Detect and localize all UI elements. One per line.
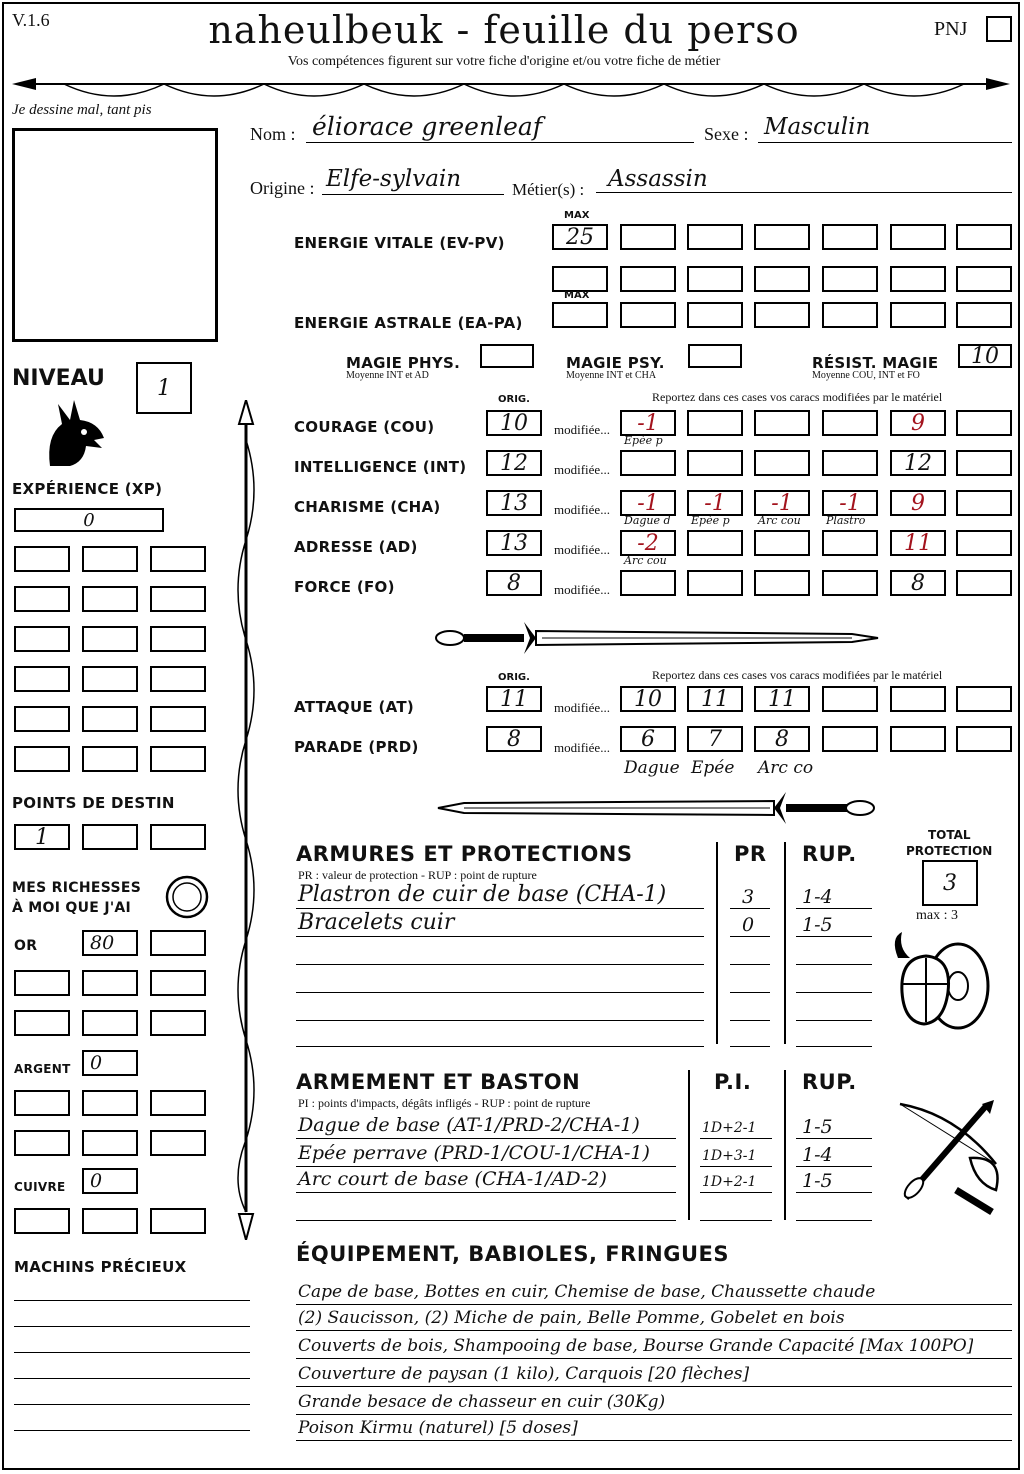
cuivre-box[interactable]	[82, 1208, 138, 1234]
carac-mod-box[interactable]	[687, 530, 743, 556]
ev-label: ENERGIE VITALE (EV-PV)	[294, 234, 505, 252]
armure-rup-line	[796, 1046, 872, 1047]
or-box[interactable]	[150, 930, 206, 956]
ev-box[interactable]	[890, 266, 946, 292]
carac-mod-note: Epée p	[691, 514, 730, 527]
armure-line	[296, 964, 704, 965]
at-mod-box[interactable]: 10	[620, 686, 676, 712]
helmet-shield-icon	[888, 928, 994, 1038]
caracs-orig-label: ORIG.	[498, 394, 530, 405]
origine-label: Origine :	[250, 178, 315, 198]
carac-label: COURAGE (COU)	[294, 418, 435, 436]
argent-box[interactable]	[14, 1090, 70, 1116]
or-box[interactable]	[82, 930, 138, 956]
total-protection-label-2: PROTECTION	[906, 844, 993, 858]
carac-mod-note: Dague d	[624, 514, 671, 527]
ea-box[interactable]	[890, 302, 946, 328]
nom-value[interactable]: éliorace greenleaf	[312, 112, 543, 141]
destin-box[interactable]	[82, 824, 138, 850]
armure-line	[296, 908, 704, 909]
carac-modifie-label: modifiée...	[554, 542, 610, 557]
or-box[interactable]	[150, 1010, 206, 1036]
armure-name[interactable]: Plastron de cuir de base (CHA-1)	[298, 882, 667, 907]
carac-mod-box[interactable]: -1	[754, 490, 810, 516]
xp-grid-box[interactable]	[14, 666, 70, 692]
xp-grid-box[interactable]	[150, 666, 206, 692]
metier-value[interactable]: Assassin	[608, 166, 708, 192]
armure-rup-line	[796, 964, 872, 965]
machins-line	[14, 1404, 250, 1405]
carac-mod-box[interactable]	[687, 570, 743, 596]
ev-max-label: MAX	[564, 210, 590, 221]
machins-line	[14, 1352, 250, 1353]
ev-box[interactable]	[620, 224, 676, 250]
carac-mod-box[interactable]	[620, 450, 676, 476]
sword-icon	[434, 786, 880, 830]
metier-line	[596, 192, 1012, 193]
argent-label: ARGENT	[14, 1062, 71, 1076]
carac-mod-box[interactable]: 9	[890, 410, 946, 436]
sword-icon	[432, 616, 882, 660]
armure-pr-line	[730, 992, 770, 993]
carac-mod-box[interactable]: 8	[890, 570, 946, 596]
argent-box[interactable]	[82, 1090, 138, 1116]
xp-box[interactable]: 0	[14, 508, 164, 532]
armement-line	[296, 1192, 676, 1193]
machins-line	[14, 1300, 250, 1301]
argent-box[interactable]	[150, 1130, 206, 1156]
at-mod-box[interactable]: 11	[687, 686, 743, 712]
version-label: V.1.6	[12, 10, 50, 30]
richesses-label-1: MES RICHESSES	[12, 880, 142, 896]
ev-box[interactable]	[754, 224, 810, 250]
armure-pr[interactable]: 3	[742, 886, 755, 908]
or-box[interactable]	[82, 1010, 138, 1036]
armure-pr-line	[730, 1020, 770, 1021]
armures-pr-label: PR	[734, 842, 767, 866]
armement-name[interactable]: Dague de base (AT-1/PRD-2/CHA-1)	[298, 1114, 640, 1136]
pnj-label: PNJ	[934, 18, 968, 40]
total-protection-max: max : 3	[916, 908, 958, 923]
weapon-name: Dague	[624, 758, 680, 778]
equipement-line	[296, 1440, 1012, 1441]
armement-pi-line	[700, 1166, 772, 1167]
armement-title: ARMEMENT ET BASTON	[296, 1070, 581, 1094]
carac-modifie-label: modifiée...	[554, 582, 610, 597]
ea-box[interactable]	[620, 302, 676, 328]
sheet-title: naheulbeuk - feuille du perso	[208, 8, 800, 52]
equipement-item[interactable]: (2) Saucisson, (2) Miche de pain, Belle Pomme, Gobelet en bois	[298, 1308, 845, 1328]
xp-grid-box[interactable]	[14, 746, 70, 772]
prd-label: PARADE (PRD)	[294, 738, 419, 756]
carac-mod-box[interactable]: -1	[620, 410, 676, 436]
dragon-icon	[40, 396, 112, 470]
carac-mod-box[interactable]	[620, 570, 676, 596]
portrait-box[interactable]	[12, 128, 218, 342]
at-label: ATTAQUE (AT)	[294, 698, 415, 716]
carac-mod-box[interactable]	[822, 410, 878, 436]
ea-max-box[interactable]	[552, 302, 608, 328]
or-label: OR	[14, 938, 38, 954]
resist-magie-box[interactable]: 10	[958, 344, 1012, 368]
armure-pr-line	[730, 936, 770, 937]
weapon-name: Epée	[691, 758, 735, 778]
armure-line	[296, 992, 704, 993]
at-modifie-label: modifiée...	[554, 700, 610, 715]
carac-label: INTELLIGENCE (INT)	[294, 458, 467, 476]
prd-mod-box[interactable]	[890, 726, 946, 752]
ev-box[interactable]	[890, 224, 946, 250]
cuivre-box[interactable]	[14, 1208, 70, 1234]
armement-line	[296, 1166, 676, 1167]
carac-modifie-label: modifiée...	[554, 502, 610, 517]
metier-label: Métier(s) :	[512, 180, 585, 199]
argent-box[interactable]	[14, 1130, 70, 1156]
at-mod-box[interactable]	[822, 686, 878, 712]
carac-mod-box[interactable]: -2	[620, 530, 676, 556]
xp-grid-box[interactable]	[150, 746, 206, 772]
prd-mod-box[interactable]: 8	[754, 726, 810, 752]
carac-mod-box[interactable]	[956, 530, 1012, 556]
armement-rup-line	[796, 1138, 872, 1139]
armure-rup-line	[796, 992, 872, 993]
xp-grid-box[interactable]	[14, 706, 70, 732]
xp-grid-box[interactable]	[14, 586, 70, 612]
origine-line	[322, 194, 504, 195]
ev-box[interactable]	[956, 266, 1012, 292]
total-protection-label-1: TOTAL	[928, 828, 971, 842]
equipement-line	[296, 1330, 1012, 1331]
or-value: 80	[90, 932, 115, 954]
origine-value[interactable]: Elfe-sylvain	[326, 166, 462, 192]
weapon-name: Arc co	[758, 758, 814, 778]
armement-name[interactable]: Epée perrave (PRD-1/COU-1/CHA-1)	[298, 1142, 650, 1164]
argent-box[interactable]	[82, 1130, 138, 1156]
argent-box[interactable]	[150, 1090, 206, 1116]
armement-rup[interactable]: 1-5	[802, 1170, 833, 1192]
machins-line	[14, 1326, 250, 1327]
portrait-label: Je dessine mal, tant pis	[12, 102, 152, 118]
xp-grid-box[interactable]	[82, 626, 138, 652]
xp-grid-box[interactable]	[82, 586, 138, 612]
ea-max-label: MAX	[564, 290, 590, 301]
armure-line	[296, 1020, 704, 1021]
armement-pi-label: P.I.	[714, 1070, 752, 1094]
xp-grid-box[interactable]	[150, 546, 206, 572]
cuivre-label: CUIVRE	[14, 1180, 66, 1194]
ea-label: ENERGIE ASTRALE (EA-PA)	[294, 314, 523, 332]
prd-modifie-label: modifiée...	[554, 740, 610, 755]
equipement-item[interactable]: Grande besace de chasseur en cuir (30Kg)	[298, 1392, 666, 1412]
cuivre-box[interactable]	[150, 1208, 206, 1234]
carac-mod-box[interactable]	[754, 450, 810, 476]
armure-pr[interactable]: 0	[742, 914, 755, 936]
or-box[interactable]	[82, 970, 138, 996]
xp-grid-box[interactable]	[150, 626, 206, 652]
armure-rup-line	[796, 908, 872, 909]
ev-max-box[interactable]: 25	[552, 224, 608, 250]
carac-orig-box[interactable]: 8	[486, 570, 542, 596]
carac-mod-box[interactable]: -1	[687, 490, 743, 516]
ea-box[interactable]	[822, 302, 878, 328]
armement-pi-line	[700, 1220, 772, 1221]
machins-line	[14, 1430, 250, 1431]
armure-rup-line	[796, 1020, 872, 1021]
or-box[interactable]	[150, 970, 206, 996]
niveau-label: NIVEAU	[12, 366, 105, 391]
or-box[interactable]	[14, 970, 70, 996]
ev-box[interactable]	[687, 224, 743, 250]
armement-rup-label: RUP.	[802, 1070, 857, 1094]
armure-name[interactable]: Bracelets cuir	[298, 910, 455, 935]
ev-box[interactable]	[754, 266, 810, 292]
armure-rup[interactable]: 1-4	[802, 886, 833, 908]
magie-psy-box[interactable]	[688, 344, 742, 368]
armures-divider	[784, 842, 786, 1044]
xp-label: EXPÉRIENCE (XP)	[12, 480, 163, 498]
carac-mod-box[interactable]	[687, 410, 743, 436]
equipement-title: ÉQUIPEMENT, BABIOLES, FRINGUES	[296, 1242, 729, 1266]
caracs-report-note: Reportez dans ces cases vos caracs modifiées par le matériel	[652, 390, 943, 404]
armures-title: ARMURES ET PROTECTIONS	[296, 842, 633, 866]
armement-line	[296, 1220, 676, 1221]
spear-divider-vertical	[226, 400, 266, 1240]
niveau-box[interactable]: 1	[136, 362, 192, 414]
ev-box[interactable]	[822, 266, 878, 292]
carac-mod-box[interactable]: -1	[822, 490, 878, 516]
magie-phys-label: MAGIE PHYS.	[346, 354, 461, 372]
destin-label: POINTS DE DESTIN	[12, 794, 175, 812]
armure-line	[296, 1046, 704, 1047]
carac-mod-box[interactable]: 11	[890, 530, 946, 556]
sheet-subtitle: Vos compétences figurent sur votre fiche d'origine et/ou votre fiche de métier	[287, 54, 721, 69]
armement-pi-line	[700, 1192, 772, 1193]
sexe-label: Sexe :	[704, 124, 749, 144]
prd-orig-box[interactable]: 8	[486, 726, 542, 752]
at-orig-box[interactable]: 11	[486, 686, 542, 712]
xp-grid-box[interactable]	[150, 586, 206, 612]
carac-mod-box[interactable]	[822, 530, 878, 556]
equipement-item[interactable]: Cape de base, Bottes en cuir, Chemise de base, Chaussette chaude	[298, 1282, 876, 1302]
carac-mod-box[interactable]: 12	[890, 450, 946, 476]
nom-line	[306, 142, 694, 143]
character-sheet	[2, 2, 1020, 1470]
carac-mod-note: Arc cou	[758, 514, 801, 527]
carac-mod-box[interactable]: 9	[890, 490, 946, 516]
carac-mod-box[interactable]	[822, 450, 878, 476]
carac-mod-box[interactable]	[956, 410, 1012, 436]
cuivre-box[interactable]	[82, 1168, 138, 1194]
armure-pr-line	[730, 908, 770, 909]
carac-modifie-label: modifiée...	[554, 462, 610, 477]
equipement-item[interactable]: Poison Kirmu (naturel) [5 doses]	[298, 1418, 578, 1438]
carac-orig-box[interactable]: 12	[486, 450, 542, 476]
equipement-line	[296, 1386, 1012, 1387]
carac-label: CHARISME (CHA)	[294, 498, 441, 516]
armures-rup-label: RUP.	[802, 842, 857, 866]
armement-pi-line	[700, 1138, 772, 1139]
armement-divider	[784, 1070, 786, 1220]
ea-box[interactable]	[754, 302, 810, 328]
nom-label: Nom :	[250, 124, 296, 144]
resist-magie-label: RÉSIST. MAGIE	[812, 354, 939, 372]
carac-mod-box[interactable]	[956, 490, 1012, 516]
ev-box[interactable]	[822, 224, 878, 250]
magie-phys-note: Moyenne INT et AD	[346, 370, 429, 381]
prd-mod-box[interactable]: 7	[687, 726, 743, 752]
armement-pi[interactable]: 1D+2-1	[702, 1174, 757, 1190]
carac-orig-box[interactable]: 13	[486, 530, 542, 556]
armure-pr-line	[730, 1046, 770, 1047]
armures-divider	[716, 842, 718, 1044]
armure-pr-line	[730, 964, 770, 965]
armure-line	[296, 936, 704, 937]
ev-box[interactable]	[956, 224, 1012, 250]
machins-line	[14, 1378, 250, 1379]
armure-rup[interactable]: 1-5	[802, 914, 833, 936]
carac-modifie-label: modifiée...	[554, 422, 610, 437]
at-mod-box[interactable]	[956, 686, 1012, 712]
ea-box[interactable]	[956, 302, 1012, 328]
carac-orig-box[interactable]: 10	[486, 410, 542, 436]
sexe-value[interactable]: Masculin	[764, 114, 871, 140]
resist-magie-note: Moyenne COU, INT et FO	[812, 370, 920, 381]
crossed-weapons-icon	[886, 1094, 1012, 1220]
combat-report-note: Reportez dans ces cases vos caracs modifiées par le matériel	[652, 668, 943, 682]
destin-box[interactable]	[150, 824, 206, 850]
prd-mod-box[interactable]	[822, 726, 878, 752]
armement-rup[interactable]: 1-4	[802, 1144, 833, 1166]
xp-grid-box[interactable]	[150, 706, 206, 732]
carac-mod-box[interactable]	[687, 450, 743, 476]
combat-orig-label: ORIG.	[498, 672, 530, 683]
equipement-line	[296, 1414, 1012, 1415]
equipement-line	[296, 1358, 1012, 1359]
argent-value: 0	[90, 1052, 103, 1074]
magie-psy-note: Moyenne INT et CHA	[566, 370, 657, 381]
pnj-checkbox[interactable]	[986, 16, 1012, 42]
carac-mod-box[interactable]: -1	[620, 490, 676, 516]
carac-mod-note: Epée p	[624, 434, 663, 447]
xp-grid-box[interactable]	[82, 746, 138, 772]
prd-mod-box[interactable]	[956, 726, 1012, 752]
xp-grid-box[interactable]	[82, 706, 138, 732]
xp-grid-box[interactable]	[14, 626, 70, 652]
carac-label: FORCE (FO)	[294, 578, 395, 596]
armement-rup-line	[796, 1192, 872, 1193]
destin-box[interactable]: 1	[14, 824, 70, 850]
magie-phys-box[interactable]	[480, 344, 534, 368]
equipement-item[interactable]: Couverture de paysan (1 kilo), Carquois [20 flèches]	[298, 1364, 750, 1384]
argent-box[interactable]	[82, 1050, 138, 1076]
ev-box[interactable]	[620, 266, 676, 292]
xp-grid-box[interactable]	[14, 546, 70, 572]
machins-label: MACHINS PRÉCIEUX	[14, 1258, 187, 1276]
prd-mod-box[interactable]: 6	[620, 726, 676, 752]
armement-rup[interactable]: 1-5	[802, 1116, 833, 1138]
cuivre-value: 0	[90, 1170, 103, 1192]
armement-note: PI : points d'impacts, dégâts infligés - RUP : point de rupture	[298, 1096, 591, 1110]
xp-grid-box[interactable]	[82, 546, 138, 572]
armures-note: PR : valeur de protection - RUP : point de rupture	[298, 868, 537, 882]
armement-name[interactable]: Arc court de base (CHA-1/AD-2)	[298, 1168, 607, 1190]
xp-grid-box[interactable]	[82, 666, 138, 692]
armement-rup-line	[796, 1220, 872, 1221]
carac-mod-box[interactable]	[956, 570, 1012, 596]
magie-psy-label: MAGIE PSY.	[566, 354, 665, 372]
at-mod-box[interactable]: 11	[754, 686, 810, 712]
carac-orig-box[interactable]: 13	[486, 490, 542, 516]
carac-mod-box[interactable]	[754, 410, 810, 436]
total-protection-box[interactable]: 3	[922, 860, 978, 906]
coin-icon	[164, 874, 210, 920]
sexe-line	[758, 142, 1012, 143]
spear-divider-top	[4, 70, 1018, 110]
armement-pi[interactable]: 1D+3-1	[702, 1148, 757, 1164]
armement-line	[296, 1138, 676, 1139]
carac-mod-note: Plastro	[826, 514, 866, 527]
armement-rup-line	[796, 1166, 872, 1167]
armement-divider	[688, 1070, 690, 1220]
ev-box[interactable]	[552, 266, 608, 292]
equipement-line	[296, 1304, 1012, 1305]
carac-mod-note: Arc cou	[624, 554, 667, 567]
armure-rup-line	[796, 936, 872, 937]
ev-box[interactable]	[687, 266, 743, 292]
carac-label: ADRESSE (AD)	[294, 538, 418, 556]
ea-box[interactable]	[687, 302, 743, 328]
armement-pi[interactable]: 1D+2-1	[702, 1120, 757, 1136]
carac-mod-box[interactable]	[754, 530, 810, 556]
carac-mod-box[interactable]	[956, 450, 1012, 476]
carac-mod-box[interactable]	[754, 570, 810, 596]
equipement-item[interactable]: Couverts de bois, Shampooing de base, Bourse Grande Capacité [Max 100PO]	[298, 1336, 974, 1356]
or-box[interactable]	[14, 1010, 70, 1036]
carac-mod-box[interactable]	[822, 570, 878, 596]
richesses-label-2: À MOI QUE J'AI	[12, 900, 132, 916]
at-mod-box[interactable]	[890, 686, 946, 712]
